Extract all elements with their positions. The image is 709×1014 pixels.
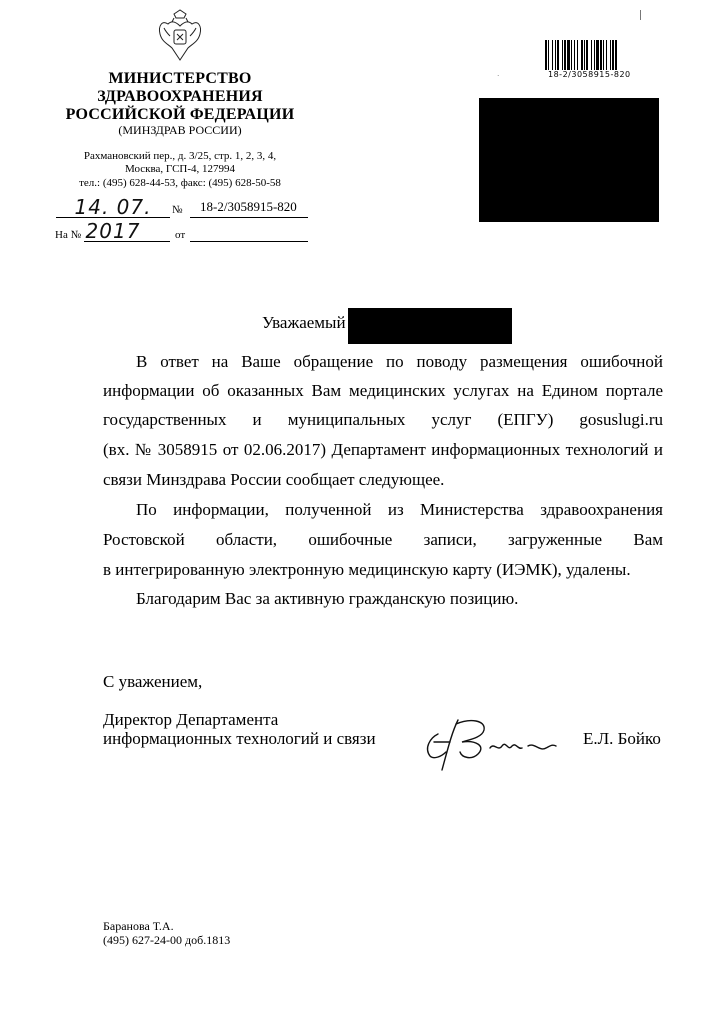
signer-title-line1: Директор Департамента (103, 710, 279, 729)
signature-icon (420, 712, 560, 772)
salutation: Уважаемый (262, 313, 346, 332)
coat-of-arms-icon (154, 8, 206, 66)
barcode-number: 18-2/3058915-820 (548, 70, 631, 79)
handwritten-date: 14. 07. 2017 (74, 195, 152, 243)
paragraph2-line: Ростовской области, ошибочные записи, загруженные Вам (103, 530, 663, 549)
signer-name: Е.Л. Бойко (583, 729, 661, 748)
executor-phone: (495) 627-24-00 доб.1813 (103, 933, 231, 947)
paragraph2-line: По информации, полученной из Министерства здравоохранения (136, 500, 663, 519)
org-name-line1: МИНИСТЕРСТВО (108, 70, 252, 87)
paragraph1-line: связи Минздрава России сообщает следующее. (103, 470, 445, 489)
number-underline (190, 217, 308, 218)
paragraph1-line: В ответ на Ваше обращение по поводу размещения ошибочной (136, 352, 663, 371)
signer-title-line2: информационных технологий и связи (103, 729, 376, 748)
address-line3: тел.: (495) 628-44-53, факс: (495) 628-50-58 (79, 177, 281, 189)
redacted-recipient-name (348, 308, 512, 344)
executor-name: Баранова Т.А. (103, 919, 174, 933)
address-line2: Москва, ГСП-4, 127994 (124, 163, 236, 175)
reference-number-blank (84, 241, 170, 242)
scan-mark (640, 10, 644, 20)
address-line1: Рахмановский пер., д. 3/25, стр. 1, 2, 3, 4, (83, 150, 277, 162)
outgoing-number: 18-2/3058915-820 (200, 199, 297, 214)
org-short-name: (МИНЗДРАВ РОССИИ) (118, 123, 242, 137)
paragraph1-line: информации об оказанных Вам медицинских услугах на Едином портале (103, 381, 663, 400)
org-name-line2: ЗДРАВООХРАНЕНИЯ (97, 88, 263, 105)
paragraph1-line: государственных и муниципальных услуг (ЕПГУ) gosuslugi.ru (103, 410, 663, 429)
reference-number-label: На № (55, 229, 82, 241)
barcode-icon (545, 40, 663, 70)
paragraph1-line: (вх. № 3058915 от 02.06.2017) Департамент информационных технологий и (103, 440, 663, 459)
reference-date-label: от (175, 229, 186, 241)
closing: С уважением, (103, 672, 203, 691)
number-label: № (172, 204, 183, 216)
scan-dot: · (497, 72, 500, 80)
org-name-line3: РОССИЙСКОЙ ФЕДЕРАЦИИ (65, 106, 295, 123)
reference-date-blank (190, 241, 308, 242)
date-underline (56, 217, 170, 218)
paragraph2-line: в интегрированную электронную медицинскую карту (ИЭМК), удалены. (103, 560, 631, 579)
redacted-recipient-address (479, 98, 659, 222)
paragraph3: Благодарим Вас за активную гражданскую позицию. (136, 589, 519, 608)
